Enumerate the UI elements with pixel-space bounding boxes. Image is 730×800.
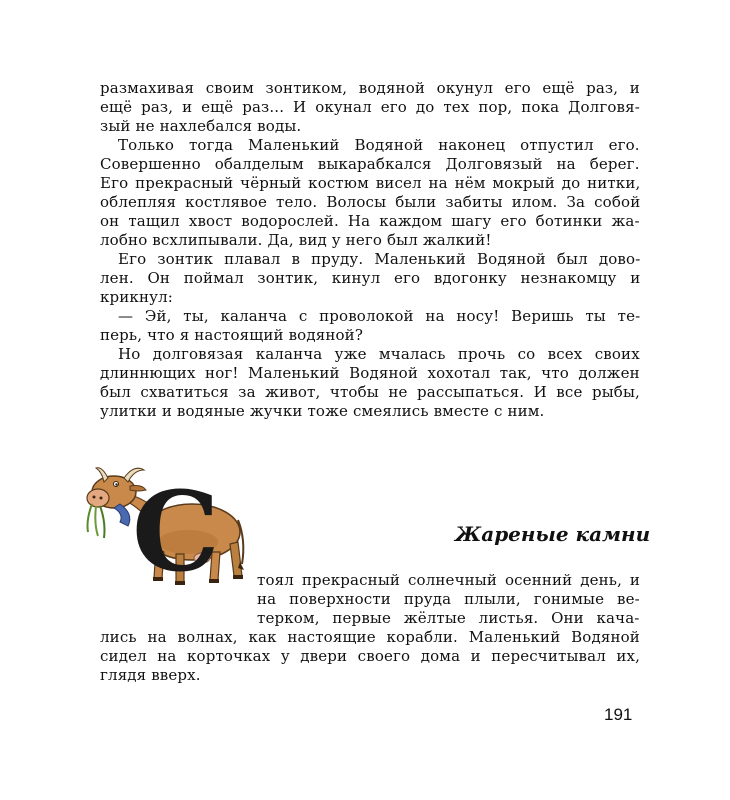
page-number: 191: [604, 705, 633, 724]
cow-illustration: [84, 460, 248, 590]
text-line: — Эй, ты, каланча с проволокой на носу! Веришь ты те-: [118, 307, 641, 325]
text-line: перь, что я настоящий водяной?: [100, 326, 364, 344]
text-line: Его зонтик плавал в пруду. Маленький Водяной был дово-: [118, 250, 641, 268]
text-line: облепляя костлявое тело. Волосы были забиты илом. За собой: [100, 193, 641, 211]
text-line: лись на волнах, как настоящие корабли. Маленький Водяной: [100, 628, 640, 646]
text-line: Но долговязая каланча уже мчалась прочь со всех своих: [118, 345, 640, 363]
text-line: на поверхности пруда плыли, гонимые ве-: [257, 590, 640, 608]
text-line: терком, первые жёлтые листья. Они кача-: [257, 609, 640, 627]
text-line: Его прекрасный чёрный костюм висел на нём мокрый до нитки,: [100, 174, 641, 192]
text-line: лен. Он поймал зонтик, кинул его вдогонку незнакомцу и: [100, 269, 641, 287]
drop-cap-letter: С: [132, 467, 220, 590]
text-line: ещё раз, и ещё раз... И окунал его до тех пор, пока Долговя-: [100, 98, 640, 116]
chapter-title: Жареные камни: [455, 522, 651, 546]
text-line: улитки и водяные жучки тоже смеялись вместе с ним.: [100, 402, 545, 420]
text-line: размахивая своим зонтиком, водяной окунул его ещё раз, и: [100, 79, 640, 97]
text-line: зый не нахлебался воды.: [100, 117, 302, 135]
text-line: лобно всхлипывали. Да, вид у него был жалкий!: [100, 231, 492, 249]
text-line: он тащил хвост водорослей. На каждом шагу его ботинки жа-: [100, 212, 640, 230]
text-line: Совершенно обалделым выкарабкался Долговязый на берег.: [100, 155, 640, 173]
text-line: тоял прекрасный солнечный осенний день, и: [257, 571, 641, 589]
cow-drawing: [84, 460, 248, 590]
text-line: Только тогда Маленький Водяной наконец отпустил его.: [118, 136, 640, 154]
text-line: был схватиться за живот, чтобы не рассыпаться. И все рыбы,: [100, 383, 640, 401]
text-line: длиннющих ног! Маленький Водяной хохотал так, что должен: [100, 364, 640, 382]
text-line: сидел на корточках у двери своего дома и пересчитывал их,: [100, 647, 641, 665]
text-line: крикнул:: [100, 288, 173, 306]
text-line: глядя вверх.: [100, 666, 201, 684]
